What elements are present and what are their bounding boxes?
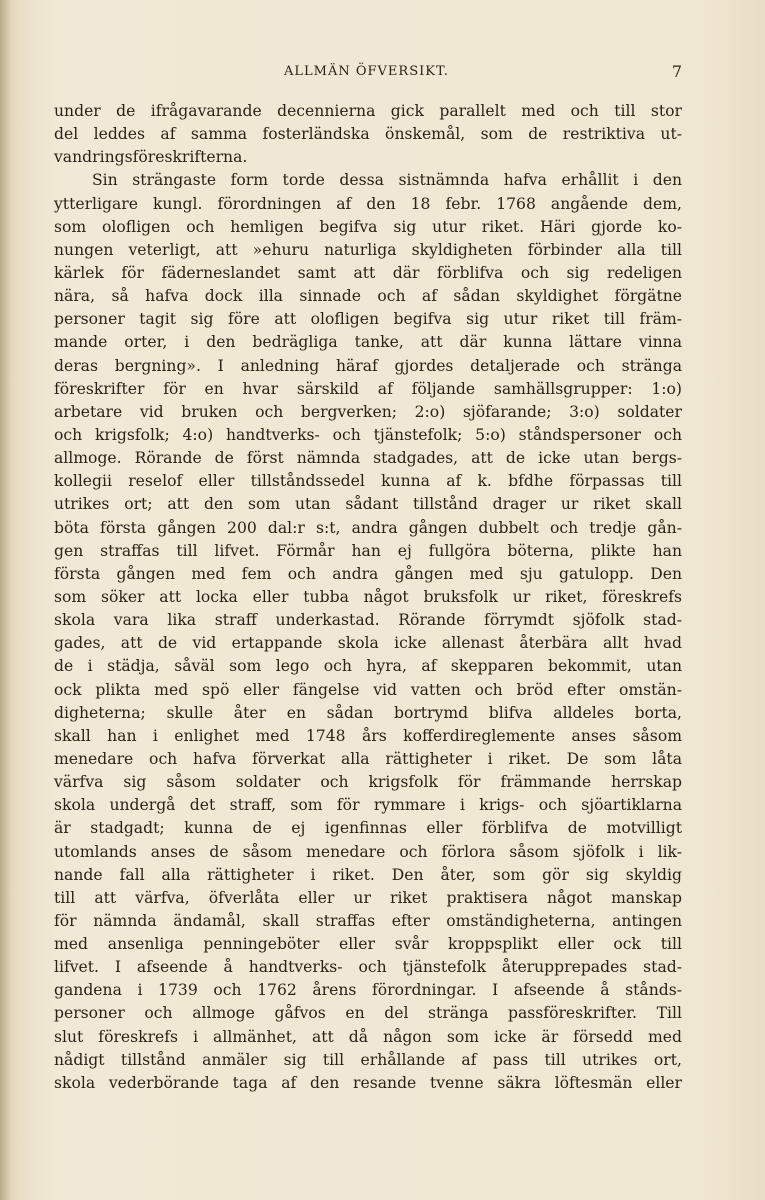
- text-line: allmoge. Rörande de först nämnda stadgades, att de icke utan bergs-: [54, 449, 682, 468]
- text-line: digheterna; skulle åter en sådan bortrymd blifva alldeles borta,: [54, 703, 682, 722]
- body-text: [54, 100, 682, 1095]
- text-line: föreskrifter för en hvar särskild af följande samhällsgrupper: 1:o): [54, 379, 682, 398]
- text-line: skola vederbörande taga af den resande tvenne säkra löftesmän eller: [54, 1073, 682, 1092]
- text-line: nande fall alla rättigheter i riket. Den åter, som gör sig skyldig: [54, 865, 682, 884]
- text-line: nungen veterligt, att »ehuru naturliga skyldigheten förbinder alla till: [54, 240, 682, 259]
- text-line: böta första gången 200 dal:r s:t, andra gången dubbelt och tredje gån-: [54, 518, 682, 537]
- running-head: ALLMÄN ÖFVERSIKT.: [284, 64, 449, 79]
- text-line: utrikes ort; att den som utan sådant tillstånd drager ur riket skall: [54, 495, 682, 514]
- text-line: lifvet. I afseende å handtverks- och tjänstefolk återupprepades stad-: [54, 958, 682, 977]
- page-spine-shadow: [0, 0, 10, 1200]
- text-line: mande orter, i den bedrägliga tanke, att där kunna lättare vinna: [54, 333, 682, 352]
- text-line: del leddes af samma fosterländska önskemål, som de restriktiva ut-: [54, 125, 682, 144]
- text-line: kollegii reselof eller tillståndssedel kunna af k. bfdhe förpassas till: [54, 472, 682, 491]
- text-line: personer tagit sig före att olofligen begifva sig utur riket till främ-: [54, 310, 682, 329]
- text-line: deras bergning». I anledning häraf gjordes detaljerade och stränga: [54, 356, 682, 375]
- text-line: nådigt tillstånd anmäler sig till erhållande af pass till utrikes ort,: [54, 1050, 682, 1069]
- text-line: värfva sig såsom soldater och krigsfolk för främmande herrskap: [54, 773, 682, 792]
- page-number: 7: [671, 62, 682, 81]
- text-line: första gången med fem och andra gången med sju gatulopp. Den: [54, 564, 682, 583]
- page-header: [90, 62, 682, 84]
- text-line: menedare och hafva förverkat alla rättigheter i riket. De som låta: [54, 749, 682, 768]
- text-line: till att värfva, öfverlåta eller ur riket praktisera något manskap: [54, 888, 682, 907]
- text-line: under de ifrågavarande decennierna gick parallelt med och till stor: [54, 102, 682, 120]
- text-line: gades, att de vid ertappande skola icke allenast återbära allt hvad: [54, 634, 682, 653]
- text-line: skola vara lika straff underkastad. Rörande förrymdt sjöfolk stad-: [54, 611, 682, 630]
- text-line: ock plikta med spö eller fängelse vid vatten och bröd efter omstän-: [54, 680, 682, 699]
- text-line: de i städja, såväl som lego och hyra, af skepparen bekommit, utan: [54, 657, 682, 676]
- text-line: slut föreskrefs i allmänhet, att då någon som icke är försedd med: [54, 1027, 682, 1046]
- text-line: personer och allmoge gåfvos en del stränga passföreskrifter. Till: [54, 1004, 682, 1023]
- text-line: gen straffas till lifvet. Förmår han ej fullgöra böterna, plikte han: [54, 541, 682, 560]
- text-line: som söker att locka eller tubba något bruksfolk ur riket, föreskrefs: [54, 587, 682, 606]
- text-line: skola undergå det straff, som för rymmare i krigs- och sjöartiklarna: [54, 796, 682, 815]
- text-line: och krigsfolk; 4:o) handtverks- och tjänstefolk; 5:o) ståndspersoner och: [54, 425, 682, 444]
- text-line: för nämnda ändamål, skall straffas efter omständigheterna, antingen: [54, 911, 682, 930]
- text-line: gandena i 1739 och 1762 årens förordningar. I afseende å stånds-: [54, 981, 682, 1000]
- text-line: nära, så hafva dock illa sinnade och af sådan skyldighet förgätne: [54, 287, 682, 306]
- text-line: ytterligare kungl. förordningen af den 18 febr. 1768 angående dem,: [54, 194, 682, 213]
- text-line: utomlands anses de såsom menedare och förlora såsom sjöfolk i lik-: [54, 842, 682, 861]
- text-line: med ansenliga penningeböter eller svår kroppsplikt eller ock till: [54, 935, 682, 954]
- text-line: vandringsföreskrifterna.: [54, 148, 248, 167]
- text-line: Sin strängaste form torde dessa sistnämnda hafva erhållit i den: [92, 171, 682, 190]
- text-line: är stadgadt; kunna de ej igenfinnas eller förblifva de motvilligt: [54, 819, 682, 838]
- text-line: skall han i enlighet med 1748 års kofferdireglemente anses såsom: [54, 726, 682, 745]
- text-line: som olofligen och hemligen begifva sig utur riket. Häri gjorde ko-: [54, 217, 682, 236]
- text-line: arbetare vid bruken och bergverken; 2:o) sjöfarande; 3:o) soldater: [54, 402, 682, 421]
- text-line: kärlek för fäderneslandet samt att där förblifva och sig redeligen: [54, 263, 682, 282]
